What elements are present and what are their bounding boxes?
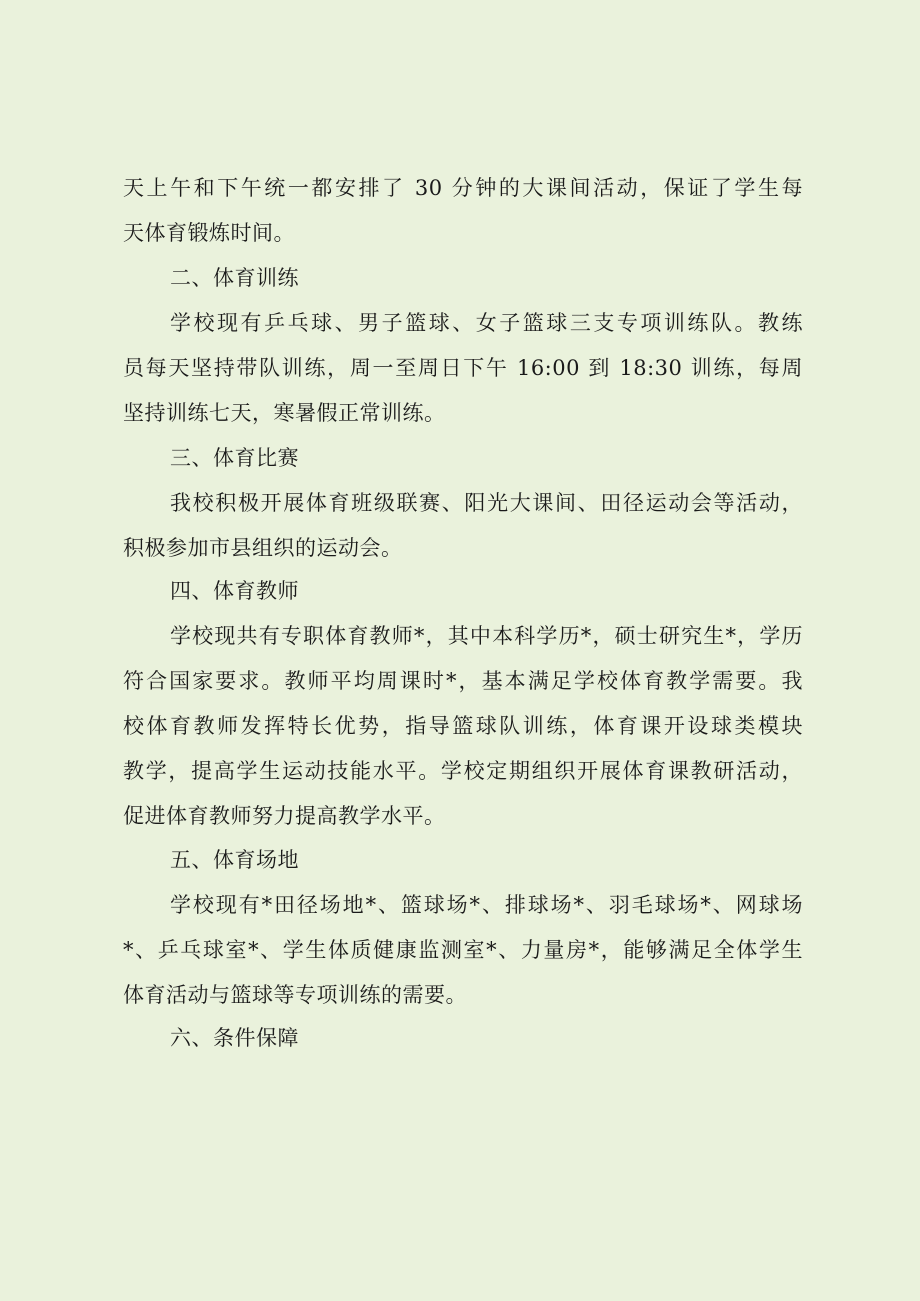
section-heading: 二、体育训练 — [170, 266, 299, 290]
paragraph-line: 坚持训练七天，寒暑假正常训练。 — [123, 401, 446, 425]
paragraph-line: 天体育锻炼时间。 — [123, 221, 295, 245]
paragraph-line: 符合国家要求。教师平均周课时*，基本满足学校体育教学需要。我 — [123, 669, 803, 693]
paragraph-line: 教学，提高学生运动技能水平。学校定期组织开展体育课教研活动， — [123, 759, 803, 783]
paragraph-line: 学校现有*田径场地*、篮球场*、排球场*、羽毛球场*、网球场 — [170, 893, 803, 917]
section-heading: 六、条件保障 — [170, 1026, 299, 1050]
section-heading: 三、体育比赛 — [170, 446, 299, 470]
paragraph-line: 学校现有乒乓球、男子篮球、女子篮球三支专项训练队。教练 — [170, 311, 803, 335]
section-heading: 五、体育场地 — [170, 848, 299, 872]
paragraph-line: 校体育教师发挥特长优势，指导篮球队训练，体育课开设球类模块 — [123, 714, 803, 738]
paragraph-line: *、乒乓球室*、学生体质健康监测室*、力量房*，能够满足全体学生 — [123, 938, 803, 962]
paragraph-line: 学校现共有专职体育教师*，其中本科学历*，硕士研究生*，学历 — [170, 624, 803, 648]
paragraph-line: 天上午和下午统一都安排了 30 分钟的大课间活动，保证了学生每 — [123, 176, 803, 200]
paragraph-line: 员每天坚持带队训练，周一至周日下午 16:00 到 18:30 训练，每周 — [123, 356, 803, 380]
section-heading: 四、体育教师 — [170, 579, 299, 603]
paragraph-line: 促进体育教师努力提高教学水平。 — [123, 804, 446, 828]
paragraph-line: 体育活动与篮球等专项训练的需要。 — [123, 983, 467, 1007]
paragraph-line: 积极参加市县组织的运动会。 — [123, 536, 403, 560]
paragraph-line: 我校积极开展体育班级联赛、阳光大课间、田径运动会等活动， — [170, 491, 803, 515]
